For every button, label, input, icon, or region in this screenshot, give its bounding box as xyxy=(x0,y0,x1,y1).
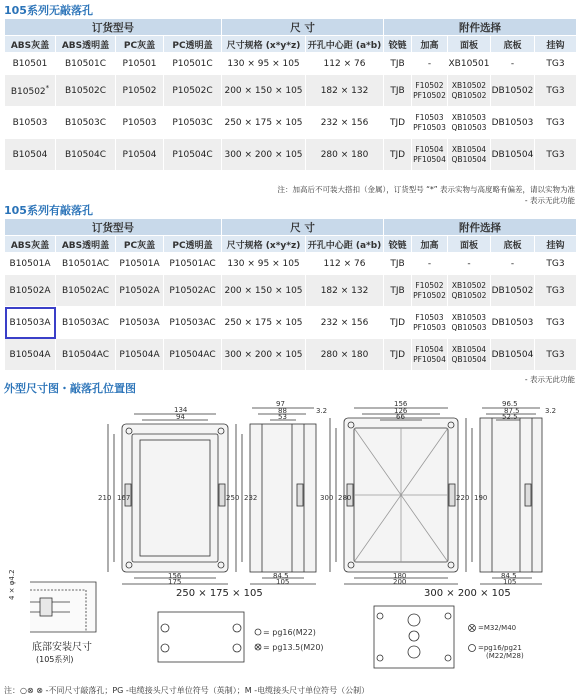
col-header-hook: 挂钩 xyxy=(535,236,577,253)
cell-hole-spacing: 112 × 76 xyxy=(306,53,384,75)
col-header-pc-grey: PC灰盖 xyxy=(116,36,164,53)
cell-pc-clear: P10501AC xyxy=(164,253,222,275)
cell-abs-clear: B10501AC xyxy=(56,253,116,275)
legend-pg16: = pg16(M22) xyxy=(263,628,316,637)
cell-pc-clear: P10502C xyxy=(164,75,222,107)
dim-left-bottom-outer: 175 xyxy=(168,578,182,586)
note-height: 注：加高后不可装大搭扣（金属），订货型号 “*” 表示实物与高度略有偏差，请以实物为准 xyxy=(277,185,575,194)
dim-left-h-outer: 250 xyxy=(226,494,240,502)
cell-raise: F10503 PF10503 xyxy=(412,307,448,339)
cell-base: DB10503 xyxy=(491,107,535,139)
cell-size: 130 × 95 × 105 xyxy=(222,53,306,75)
cell-abs-grey: B10502A xyxy=(5,275,56,307)
dim-left-h-inner: 210 xyxy=(98,494,112,502)
cell-size: 130 × 95 × 105 xyxy=(222,253,306,275)
col-header-hole-spacing: 开孔中心距 (a*b) xyxy=(306,236,384,253)
cell-abs-clear: B10501C xyxy=(56,53,116,75)
dim-left-side-inner: 53 xyxy=(278,413,287,421)
dim-right-bottom-outer: 200 xyxy=(393,578,407,586)
cell-pc-clear: P10503AC xyxy=(164,307,222,339)
cell-hook: TG3 xyxy=(535,53,577,75)
cell-panel: XB10502 QB10502 xyxy=(448,75,491,107)
group-order-model: 订货型号 xyxy=(5,219,222,236)
cell-pc-grey: P10504A xyxy=(116,339,164,371)
legend-m32: =M32/M40 xyxy=(478,624,517,632)
cell-abs-clear: B10502C xyxy=(56,75,116,107)
cell-hinge: TJB xyxy=(384,275,412,307)
cell-abs-grey: B10501A xyxy=(5,253,56,275)
cell-pc-grey: P10502 xyxy=(116,75,164,107)
cell-pc-clear: P10504AC xyxy=(164,339,222,371)
cell-hook: TG3 xyxy=(535,275,577,307)
col-header-pc-grey: PC灰盖 xyxy=(116,236,164,253)
cell-pc-clear: P10504C xyxy=(164,139,222,171)
cell-abs-grey: B10501 xyxy=(5,53,56,75)
cell-base: DB10502 xyxy=(491,275,535,307)
cell-hook: TG3 xyxy=(535,107,577,139)
cell-abs-clear: B10503AC xyxy=(56,307,116,339)
col-header-base: 底板 xyxy=(491,236,535,253)
col-header-abs-clear: ABS透明盖 xyxy=(56,36,116,53)
mount-title: 底部安装尺寸 xyxy=(32,642,92,653)
cell-raise: - xyxy=(412,53,448,75)
footnote: 注：○⊗ ⊗ -不同尺寸敲落孔；PG -电缆接头尺寸单位符号（英制）；M -电缆接头尺寸单位符号（公制） xyxy=(4,686,370,695)
cell-hook: TG3 xyxy=(535,339,577,371)
cell-hinge: TJD xyxy=(384,107,412,139)
cell-pc-clear: P10502AC xyxy=(164,275,222,307)
group-dimension: 尺 寸 xyxy=(222,219,384,236)
dim-left-h-mid: 232 xyxy=(244,494,258,502)
cell-abs-clear: B10504AC xyxy=(56,339,116,371)
cell-size: 300 × 200 × 105 xyxy=(222,339,306,371)
dim-left-side-bottom-inner: 84.5 xyxy=(273,572,289,580)
cell-hook: TG3 xyxy=(535,307,577,339)
cell-abs-clear: B10503C xyxy=(56,107,116,139)
col-header-abs-clear: ABS透明盖 xyxy=(56,236,116,253)
asterisk-mark: * xyxy=(45,84,50,92)
cell-hinge: TJD xyxy=(384,339,412,371)
cell-pc-grey: P10503A xyxy=(116,307,164,339)
dim-left-bottom-inner: 156 xyxy=(168,572,182,580)
cell-raise: F10504 PF10504 xyxy=(412,139,448,171)
dim-right-h-inner: 220 xyxy=(456,494,470,502)
cell-panel: XB10503 QB10503 xyxy=(448,307,491,339)
legend-pg16-21: =pg16/pg21 xyxy=(478,644,522,652)
dim-right-side-outer: 96.5 xyxy=(502,400,518,408)
col-header-size: 尺寸规格 (x*y*z) xyxy=(222,236,306,253)
col-header-abs-grey: ABS灰盖 xyxy=(5,236,56,253)
cell-abs-clear: B10504C xyxy=(56,139,116,171)
cell-hook: TG3 xyxy=(535,139,577,171)
dim-right-side-bottom-inner: 84.5 xyxy=(501,572,517,580)
dim-right-h-mid: 280 xyxy=(338,494,352,502)
cell-hook: TG3 xyxy=(535,253,577,275)
col-header-hook: 挂钩 xyxy=(535,36,577,53)
dim-left-top-outer: 134 xyxy=(174,406,188,414)
cell-raise: - xyxy=(412,253,448,275)
cell-size: 250 × 175 × 105 xyxy=(222,107,306,139)
section1-title: 105系列无敲落孔 xyxy=(4,4,93,17)
dim-right-h-small: 190 xyxy=(474,494,488,502)
dim-left-side-outer: 97 xyxy=(276,400,285,408)
mount-hole-dim: 4 × φ4.2 xyxy=(8,569,16,600)
cell-hinge: TJB xyxy=(384,253,412,275)
dim-right-side-mid: 87.5 xyxy=(504,407,520,415)
dim-left-side-bottom-outer: 105 xyxy=(276,578,290,586)
cell-abs-grey: B10504 xyxy=(5,139,56,171)
cell-base: DB10502 xyxy=(491,75,535,107)
col-header-hinge: 铰链 xyxy=(384,236,412,253)
cell-hinge: TJD xyxy=(384,139,412,171)
note-dash-1: - 表示无此功能 xyxy=(524,196,575,205)
dim-right-side-bottom-outer: 105 xyxy=(503,578,517,586)
cell-pc-grey: P10504 xyxy=(116,139,164,171)
dim-right-bottom-inner: 180 xyxy=(393,572,407,580)
dim-right-side-small: 3.2 xyxy=(545,407,557,415)
drawings-title: 外型尺寸图・敲落孔位置图 xyxy=(4,382,136,395)
dim-left-top-inner: 94 xyxy=(176,413,185,421)
col-header-raise: 加高 xyxy=(412,36,448,53)
caption-250x175: 250 × 175 × 105 xyxy=(176,588,263,599)
cell-panel: XB10503 QB10503 xyxy=(448,107,491,139)
mount-series: (105系列) xyxy=(36,655,74,664)
cell-hole-spacing: 232 × 156 xyxy=(306,107,384,139)
cell-size: 200 × 150 × 105 xyxy=(222,275,306,307)
dim-right-h-outer: 300 xyxy=(320,494,334,502)
cell-hole-spacing: 280 × 180 xyxy=(306,139,384,171)
cell-panel: XB10504 QB10504 xyxy=(448,139,491,171)
col-header-panel: 面板 xyxy=(448,236,491,253)
dim-right-top-mid: 126 xyxy=(394,407,408,415)
cell-raise: F10504 PF10504 xyxy=(412,339,448,371)
cell-base: - xyxy=(491,253,535,275)
cell-pc-clear: P10501C xyxy=(164,53,222,75)
col-header-raise: 加高 xyxy=(412,236,448,253)
cell-size: 300 × 200 × 105 xyxy=(222,139,306,171)
cell-abs-grey: B10502* xyxy=(5,75,56,107)
cell-pc-clear: P10503C xyxy=(164,107,222,139)
group-accessory: 附件选择 xyxy=(384,19,577,36)
col-header-panel: 面板 xyxy=(448,36,491,53)
cell-panel: XB10504 QB10504 xyxy=(448,339,491,371)
cell-abs-grey: B10503A xyxy=(5,307,56,339)
cell-hinge: TJB xyxy=(384,53,412,75)
col-header-hole-spacing: 开孔中心距 (a*b) xyxy=(306,36,384,53)
cell-hook: TG3 xyxy=(535,75,577,107)
cell-base: DB10504 xyxy=(491,139,535,171)
cell-panel: - xyxy=(448,253,491,275)
cell-raise: F10503 PF10503 xyxy=(412,107,448,139)
cell-base: DB10503 xyxy=(491,307,535,339)
col-header-pc-clear: PC透明盖 xyxy=(164,236,222,253)
legend-pg13: = pg13.5(M20) xyxy=(263,643,324,652)
dim-right-top-outer: 156 xyxy=(394,400,408,408)
cell-size: 250 × 175 × 105 xyxy=(222,307,306,339)
cell-abs-grey: B10503 xyxy=(5,107,56,139)
legend-m22-28: (M22/M28) xyxy=(486,652,524,660)
cell-pc-grey: P10503 xyxy=(116,107,164,139)
dim-left-h-small: 167 xyxy=(117,494,131,502)
cell-panel: XB10502 QB10502 xyxy=(448,275,491,307)
cell-hole-spacing: 232 × 156 xyxy=(306,307,384,339)
cell-pc-grey: P10501A xyxy=(116,253,164,275)
cell-hole-spacing: 182 × 132 xyxy=(306,275,384,307)
col-header-base: 底板 xyxy=(491,36,535,53)
dim-left-side-small: 3.2 xyxy=(316,407,328,415)
col-header-hinge: 铰链 xyxy=(384,36,412,53)
cell-hinge: TJD xyxy=(384,307,412,339)
cell-abs-grey: B10504A xyxy=(5,339,56,371)
cell-hole-spacing: 280 × 180 xyxy=(306,339,384,371)
cell-pc-grey: P10501 xyxy=(116,53,164,75)
cell-abs-clear: B10502AC xyxy=(56,275,116,307)
col-header-size: 尺寸规格 (x*y*z) xyxy=(222,36,306,53)
cell-hinge: TJB xyxy=(384,75,412,107)
cell-base: DB10504 xyxy=(491,339,535,371)
group-dimension: 尺 寸 xyxy=(222,19,384,36)
group-order-model: 订货型号 xyxy=(5,19,222,36)
caption-300x200: 300 × 200 × 105 xyxy=(424,588,511,599)
col-header-pc-clear: PC透明盖 xyxy=(164,36,222,53)
dim-left-side-mid: 88 xyxy=(278,407,287,415)
col-header-abs-grey: ABS灰盖 xyxy=(5,36,56,53)
cell-hole-spacing: 112 × 76 xyxy=(306,253,384,275)
cell-raise: F10502 PF10502 xyxy=(412,75,448,107)
note-dash-2: - 表示无此功能 xyxy=(524,375,575,384)
cell-pc-grey: P10502A xyxy=(116,275,164,307)
section2-title: 105系列有敲落孔 xyxy=(4,204,93,217)
cell-size: 200 × 150 × 105 xyxy=(222,75,306,107)
cell-base: - xyxy=(491,53,535,75)
group-accessory: 附件选择 xyxy=(384,219,577,236)
dim-right-side-inner: 52.5 xyxy=(502,413,518,421)
cell-hole-spacing: 182 × 132 xyxy=(306,75,384,107)
cell-panel: XB10501 xyxy=(448,53,491,75)
dim-right-top-inner: 66 xyxy=(396,413,405,421)
cell-raise: F10502 PF10502 xyxy=(412,275,448,307)
